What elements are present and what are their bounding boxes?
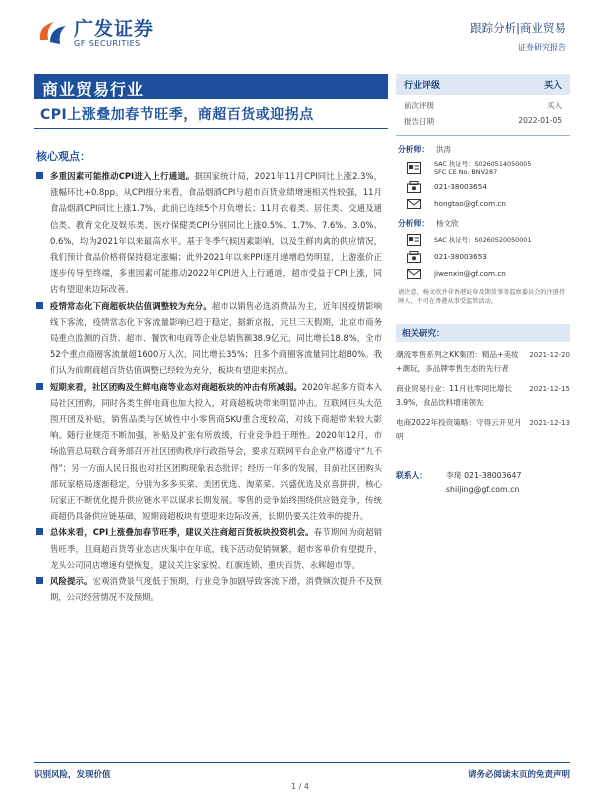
analyst-sac-row [396, 159, 570, 176]
core-views-title: 核心观点： [36, 150, 91, 163]
paragraph-text: 宏观消费景气度低于预期，行业竞争加剧导致客流下滑，消费频次提升不及预期，公司经营情况不及预期。 [50, 576, 383, 603]
paragraph-valuation [36, 298, 382, 379]
paragraph-lead: 多重因素可能推动CPI进入上行通道。 [50, 171, 195, 181]
headline-divider [34, 128, 388, 129]
report-headline: CPI上涨叠加春节旺季，商超百货或迎拐点 [40, 107, 314, 123]
paragraph-lead: 风险提示。 [50, 576, 93, 587]
industry-rating [396, 74, 570, 95]
logo-english: GF SECURITIES [74, 38, 141, 48]
report-date-label: 报告日期 [404, 117, 434, 126]
phone-icon [406, 180, 422, 193]
footer-slogan: 识别风险，发现价值 [34, 770, 111, 780]
analyst-card [396, 144, 570, 210]
gf-logo-icon [36, 18, 70, 48]
rating-value: 买入 [543, 81, 562, 91]
analyst-phone: 021-38003654 [434, 182, 487, 191]
related-research-title: 潮流零售系列之KK集团：精品+美妆+潮玩，多品牌零售生态的先行者 [396, 350, 519, 373]
report-date-value: 2022-01-05 [518, 116, 562, 125]
paragraph-cpi [36, 168, 382, 298]
report-type: 跟踪分析|商业贸易 [470, 21, 566, 35]
envelope-icon [406, 267, 422, 280]
related-research-header: 相关研究： [396, 324, 570, 342]
paragraph-lead: 总体来看，CPI上涨叠加春节旺季，建议关注商超百货板块投资机会。 [50, 527, 314, 538]
gf-logo [36, 18, 154, 48]
analyst-phone: 021-38003653 [434, 252, 487, 261]
analyst-sac: SAC 执证号：S0260514050005 [434, 160, 532, 168]
sidebar-divider [396, 135, 570, 136]
paragraph-lead: 疫情常态化下商超板块估值调整较为充分。 [50, 300, 212, 311]
paragraph-risk [36, 573, 382, 605]
analyst-disclaimer: 请注意，杨文欣并非香港证券及期货事务监察委员会的注册持牌人，不可在香港从事受监管活动。 [398, 289, 566, 305]
industry-banner: 商业贸易行业 [34, 74, 388, 99]
analyst-sfc: SFC CE No. BNV287 [434, 168, 498, 176]
prev-rating-label: 前次评级 [404, 101, 434, 110]
report-date-row [396, 111, 570, 127]
related-research-date: 2021-12-15 [529, 385, 570, 393]
id-card-icon [406, 161, 422, 174]
paragraph-community-group-buying [36, 379, 382, 525]
analyst-email[interactable]: hongtao@gf.com.cn [434, 199, 506, 208]
prev-rating-value: 买入 [547, 101, 562, 110]
footer-divider [34, 762, 570, 763]
bullet-square-icon [36, 383, 43, 390]
contact-label: 联系人： [396, 471, 428, 480]
related-research-title: 商业贸易行业：11月社零同比增长3.9%，食品饮料增速领先 [396, 384, 512, 407]
analyst-sac-row [396, 233, 570, 246]
analyst-name: 洪涛 [436, 145, 451, 154]
envelope-icon [406, 197, 422, 210]
analyst-sac: SAC 执证号：S0260520050001 [434, 236, 532, 244]
phone-icon [406, 250, 422, 263]
paragraph-lead: 短期来看，社区团购及生鲜电商等业态对商超板块的冲击有所减弱。 [50, 381, 302, 392]
contact-person [396, 470, 570, 494]
analyst-email[interactable]: jiwenxin@gf.com.cn [434, 269, 506, 278]
related-research-item[interactable] [396, 382, 570, 410]
analyst-label: 分析师： [398, 145, 430, 154]
bullet-square-icon [36, 302, 43, 309]
sidebar [396, 74, 570, 494]
paragraph-text: 据国家统计局，2021年11月CPI同比上涨2.3%，涨幅环比+0.8pp。从CPI细分来看，食品烟酒CPI与超市百货业绩增速相关性较强，11月食品烟酒CPI同比上涨1.7%，此前已连续5个月负增长；11月衣着类、居住类、交通及通信类、教育文化及娱乐类、医疗保健类CPI分别同比上涨0.5%、1.7%、7.6%、3.0%、0.6%，均为2021年以来最高水平。基于冬季气候因素影响，以及生鲜肉禽的供应情况，我们预计食品价格将保持稳定涨幅；此外2021年以来PPI逐月递增趋势明显，上游涨价正逐步传导至终端，多重因素可能推动2022年CPI进入上行通道，超市受益于CPI上涨，同店有望迎来边际改善。 [50, 171, 382, 295]
analyst-name: 杨文欣 [436, 219, 459, 228]
contact-name-phone: 李琦 021-38003647 [446, 471, 522, 480]
analyst-card [396, 218, 570, 280]
analyst-phone-row [396, 180, 570, 193]
paragraph-summary [36, 524, 382, 573]
paragraph-text: 超市以销售必选消费品为主，近年因疫情影响线下客流，疫情常态化下客流量影响已趋于稳定，据新京报，元旦三天假期，北京市商务局重点监测的百货、超市、餐饮和电商等企业总销售额38.9亿元，同比增长18.8%，全市52个重点商圈客流量超1600万人次，同比增长35%；且多个商圈客流量同比超80%。我们认为前期商超百货估值调整已经较为充分，板块有望迎来拐点。 [50, 300, 382, 376]
analyst-phone-row [396, 250, 570, 263]
related-research-date: 2021-12-13 [529, 419, 570, 427]
logo-chinese: 广发证券 [74, 17, 155, 40]
contact-email[interactable]: shiijing@gf.com.cn [446, 485, 520, 494]
paragraph-text: 2020年起多方资本入局社区团购，同时各类生鲜电商也加大投入，对商超板块带来明显冲击。互联网巨头大范围开团及补贴，销售品类与区域性中小零售商SKU重合度较高，对线下商超带来较大影响。随行业规范不断加强，补贴及扩张有所放缓，行业竞争趋于理性。2020年12月，市场监管总局联合商务部召开社区团购秩序行政指导会，要求互联网平台企业严格遵守“九不得”；另一方面人民日报也对社区团购现象表态批评；经历一年多的发展，目前社区团购头部玩家格局逐渐稳定，分别为多多买菜、美团优选、淘菜菜、兴盛优选及京喜拼拼，核心玩家正不断优化提升供应链水平以谋求长期发展。零售的竞争始终围绕供应链竞争，传统商超仍具备供应链基础，短期商超板块有望迎来边际改善，长期仍要关注效率的提升。 [50, 381, 382, 522]
related-research-title: 电商2022年投资策略：守得云开见月明 [396, 418, 522, 441]
related-research-item[interactable] [396, 416, 570, 444]
rating-label: 行业评级 [404, 81, 441, 91]
paragraph-text: 春节期间为商超销售旺季，且商超百货等业态店庆集中在年底，线下活动促销频繁，超市客单价有望提升，龙头公司同店增速有望恢复，建议关注家家悦、红旗连锁、重庆百货、永辉超市等。 [50, 527, 383, 570]
bullet-square-icon [36, 172, 43, 179]
page-number: 1 / 4 [291, 782, 309, 791]
previous-rating-row [396, 95, 570, 111]
page-header [0, 0, 600, 66]
analyst-email-row [396, 267, 570, 280]
report-subtitle: 证券研究报告 [518, 43, 566, 52]
core-views-body [36, 168, 382, 605]
analyst-label: 分析师： [398, 219, 430, 228]
analyst-email-row [396, 197, 570, 210]
related-research-date: 2021-12-20 [529, 351, 570, 359]
bullet-square-icon [36, 577, 43, 584]
footer-disclaimer-note: 请务必阅读末页的免责声明 [467, 770, 570, 780]
related-research-item[interactable] [396, 348, 570, 376]
bullet-square-icon [36, 528, 43, 535]
id-card-icon [406, 233, 422, 246]
